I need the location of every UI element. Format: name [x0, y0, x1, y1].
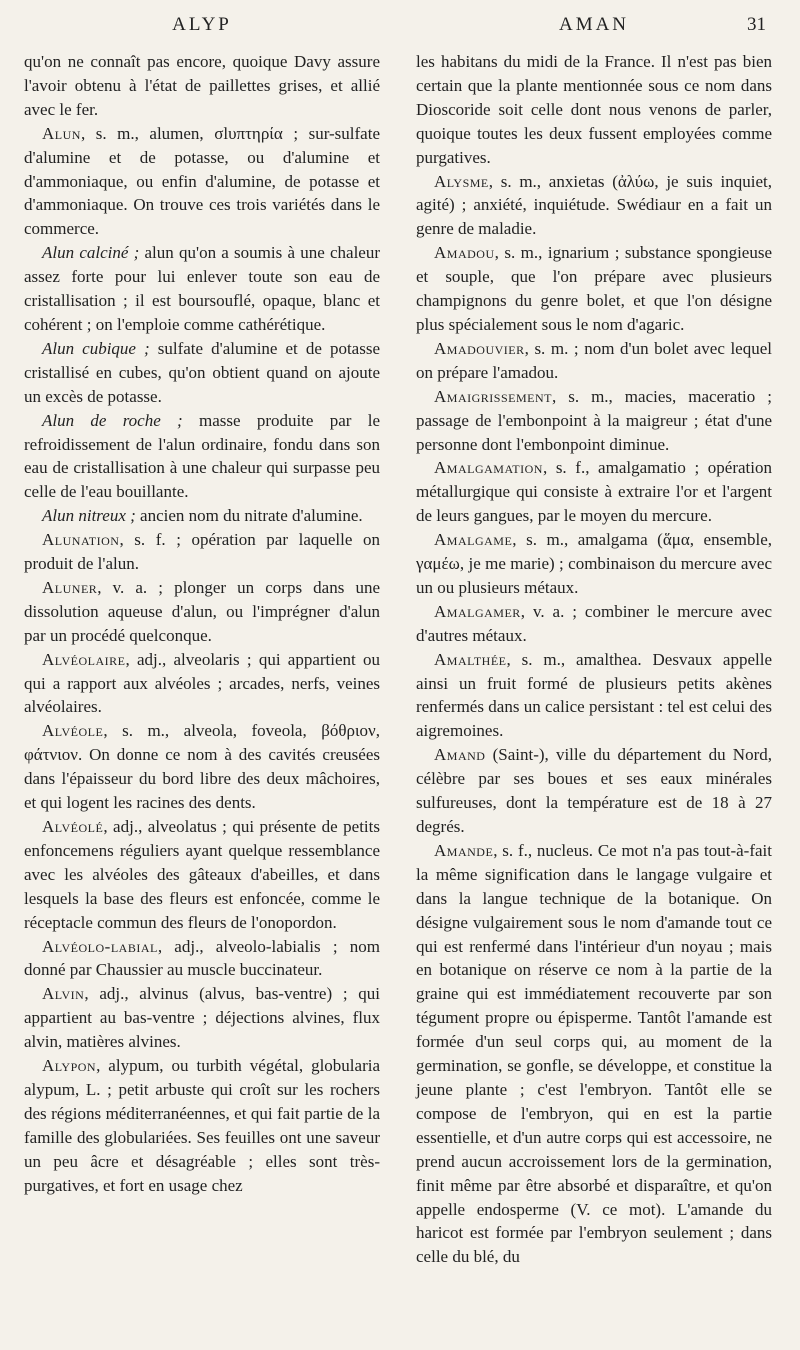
entry-text: , s. m., alveola, foveola, βόθριον, φάτνιον. On donne ce nom à des cavités creusées dans l'épaisseur du bord libre des deux mâchoires, et qui logent les racines des dents.	[24, 721, 380, 813]
dictionary-entry	[24, 50, 380, 122]
dictionary-entry	[24, 528, 380, 576]
left-entries	[24, 50, 380, 1198]
dictionary-entry	[24, 982, 380, 1054]
entry-text: , adj., alveolo-labialis ; nom donné par Chaussier au muscle buccinateur.	[24, 936, 380, 980]
entry-headword: Alvéolé	[42, 817, 104, 836]
entry-headword: Alunation	[42, 530, 120, 550]
dictionary-entry	[416, 170, 772, 242]
entry-text: , s. m., amalgama (ἅμα, ensemble, γαμέω, je me marie) ; combinaison du mercure avec un ou plusieurs métaux.	[416, 530, 772, 597]
entry-text: alun qu'on a soumis à une chaleur assez forte pour lui enlever toute son eau de cristallisation ; il est boursouflé, opaque, blanc et cohérent ; on l'emploie comme cathérétique.	[24, 243, 380, 334]
dictionary-entry	[416, 456, 772, 528]
dictionary-entry	[416, 839, 772, 1269]
dictionary-entry	[416, 385, 772, 457]
left-column	[24, 0, 380, 1198]
entry-headword: Alysme	[434, 171, 489, 191]
left-running-head-text: ALYP	[172, 14, 232, 35]
entry-text: , s. m., amalthea. Desvaux appelle ainsi un fruit formé de plusieurs petits akènes renfermés dans un calice persistant : tel est celui des aigremoines.	[416, 649, 772, 741]
entry-text: ancien nom du nitrate d'alumine.	[135, 506, 363, 526]
dictionary-entry	[24, 648, 380, 720]
right-column	[416, 0, 772, 1269]
entry-text: , s. m. ; nom d'un bolet avec lequel on prépare l'amadou.	[416, 338, 772, 382]
entry-headword: Amalgamation	[434, 458, 543, 478]
right-entries	[416, 50, 772, 1269]
entry-subheading: Alun nitreux ;	[42, 506, 136, 526]
dictionary-entry	[416, 337, 772, 385]
entry-headword: Amadou	[434, 243, 495, 263]
dictionary-entry	[416, 600, 772, 648]
entry-text: les habitans du midi de la France. Il n'est pas bien certain que la plante mentionnée sous ce nom dans Dioscoride soit celle dont nous venons de parler, quoique toutes les deux fussent employées comme purgatives.	[416, 52, 772, 167]
entry-headword: Aluner	[42, 577, 98, 597]
entry-text: masse produite par le refroidissement de l'alun ordinaire, fondu dans son eau de cristallisation à une chaleur qui surpasse peu celle de l'eau bouillante.	[24, 410, 380, 502]
left-running-head	[24, 0, 380, 50]
entry-headword: Amalgamer	[434, 601, 521, 621]
entry-headword: Alvéole	[42, 721, 104, 741]
entry-subheading: Alun cubique ;	[42, 338, 150, 358]
entry-text: , adj., alveolaris ; qui appartient ou qui a rapport aux alvéoles ; arcades, nerfs, veines alvéolaires.	[24, 649, 380, 717]
entry-text: , v. a. ; plonger un corps dans une dissolution aqueuse d'alun, ou l'imprégner d'alun par un procédé quelconque.	[24, 577, 380, 645]
dictionary-entry	[416, 648, 772, 744]
entry-headword: Amalgame	[434, 530, 513, 550]
entry-text: , s. f. ; opération par laquelle on produit de l'alun.	[24, 530, 380, 574]
entry-headword: Amande	[434, 840, 494, 860]
dictionary-entry	[24, 815, 380, 935]
dictionary-entry	[24, 409, 380, 505]
entry-headword: Alvéolaire	[42, 649, 126, 669]
dictionary-entry	[24, 504, 380, 528]
entry-text: , adj., alvinus (alvus, bas-ventre) ; qui appartient au bas-ventre ; déjections alvines, flux alvin, matières alvines.	[24, 984, 380, 1052]
page-number: 31	[747, 14, 766, 35]
entry-text: , s. m., anxietas (ἀλύω, je suis inquiet, agité) ; anxiété, inquiétude. Swédiaur en a fait un genre de maladie.	[416, 171, 772, 239]
entry-headword: Amand	[434, 745, 486, 765]
dictionary-entry	[24, 122, 380, 242]
entry-headword: Alypon	[42, 1056, 97, 1076]
entry-text: , s. m., ignarium ; substance spongieuse et souple, que l'on prépare avec plusieurs champignons du genre bolet, et que l'on désigne plus spécialement sous le nom d'agaric.	[416, 243, 772, 334]
entry-text: , adj., alveolatus ; qui présente de petits enfoncemens réguliers ayant quelque ressemblance avec les alvéoles des gâteaux d'abeilles, et dans lesquels la base des fleurs est enfoncée, comme le réceptacle commun des fleurs de l'onopordon.	[24, 817, 380, 932]
entry-text: , alypum, ou turbith végétal, globularia alypum, L. ; petit arbuste qui croît sur les rochers des régions méditerranéennes, et qui fait partie de la famille des globulariées. Ses feuilles ont une saveur un peu âcre et désagréable ; elles sont très-purgatives, et fort en usage chez	[24, 1056, 380, 1195]
entry-text: , s. m., alumen, σlυπτηρία ; sur-sulfate d'alumine et de potasse, ou d'alumine et d'ammoniaque, ou enfin d'alumine, de potasse et d'ammoniaque. On trouve ces trois variétés dans le commerce.	[24, 123, 380, 239]
entry-headword: Alvin	[42, 984, 85, 1004]
entry-subheading: Alun calciné ;	[42, 243, 140, 263]
entry-headword: Alvéolo-labial	[42, 936, 158, 956]
entry-text: sulfate d'alumine et de potasse cristallisé en cubes, qu'on obtient quand on ajoute un excès de potasse.	[24, 338, 380, 406]
dictionary-entry	[24, 241, 380, 337]
dictionary-entry	[416, 743, 772, 839]
dictionary-entry	[24, 719, 380, 815]
entry-text: , v. a. ; combiner le mercure avec d'autres métaux.	[416, 601, 772, 645]
dictionary-entry	[24, 1054, 380, 1197]
dictionary-entry	[416, 241, 772, 337]
entry-text: , s. f., amalgamatio ; opération métallurgique qui consiste à extraire l'or et l'argent de leurs gangues, par le moyen du mercure.	[416, 458, 772, 526]
entry-headword: Amalthée	[434, 649, 507, 669]
dictionary-entry	[416, 528, 772, 600]
entry-headword: Amadouvier	[434, 338, 525, 358]
dictionary-entry	[24, 935, 380, 983]
entry-text: , s. f., nucleus. Ce mot n'a pas tout-à-fait la même signification dans le langage vulgaire et dans la langue technique de la botanique. On désigne vulgairement sous le nom d'amande tout ce qui est renfermé dans l'intérieur d'un noyau ; mais en botanique on réserve ce nom à la partie de la graine qui est immédiatement recouverte par son tégument propre ou épisperme. Tantôt l'amande est formée d'un seul corps qui, au moment de la germination, se gonfle, se développe, et constitue la jeune plante ; c'est l'embryon. Tantôt elle se compose de l'embryon, qui en est la partie essentielle, et d'un autre corps qui est accessoire, ne prend aucun accroissement lors de la germination, finit même par être absorbé et disparaître, et qu'on appelle endosperme (V. ce mot). L'amande du haricot est formée par l'embryon seulement ; dans celle du blé, du	[416, 840, 772, 1267]
entry-text: (Saint-), ville du département du Nord, célèbre par ses boues et ses eaux minérales sulfureuses, dont la température est de 18 à 27 degrés.	[416, 745, 772, 836]
entry-subheading: Alun de roche ;	[42, 410, 183, 430]
dictionary-entry	[24, 576, 380, 648]
right-running-head	[416, 0, 772, 50]
right-running-head-text: AMAN	[558, 14, 630, 35]
dictionary-entry	[416, 50, 772, 170]
dictionary-entry	[24, 337, 380, 409]
entry-headword: Alun	[42, 123, 81, 143]
entry-text: qu'on ne connaît pas encore, quoique Davy assure l'avoir obtenu à l'état de paillettes grises, et allié avec le fer.	[24, 52, 380, 119]
entry-headword: Amaigrissement	[434, 386, 552, 406]
entry-text: , s. m., macies, maceratio ; passage de l'embonpoint à la maigreur ; état d'une personne dont l'embonpoint diminue.	[416, 386, 772, 454]
